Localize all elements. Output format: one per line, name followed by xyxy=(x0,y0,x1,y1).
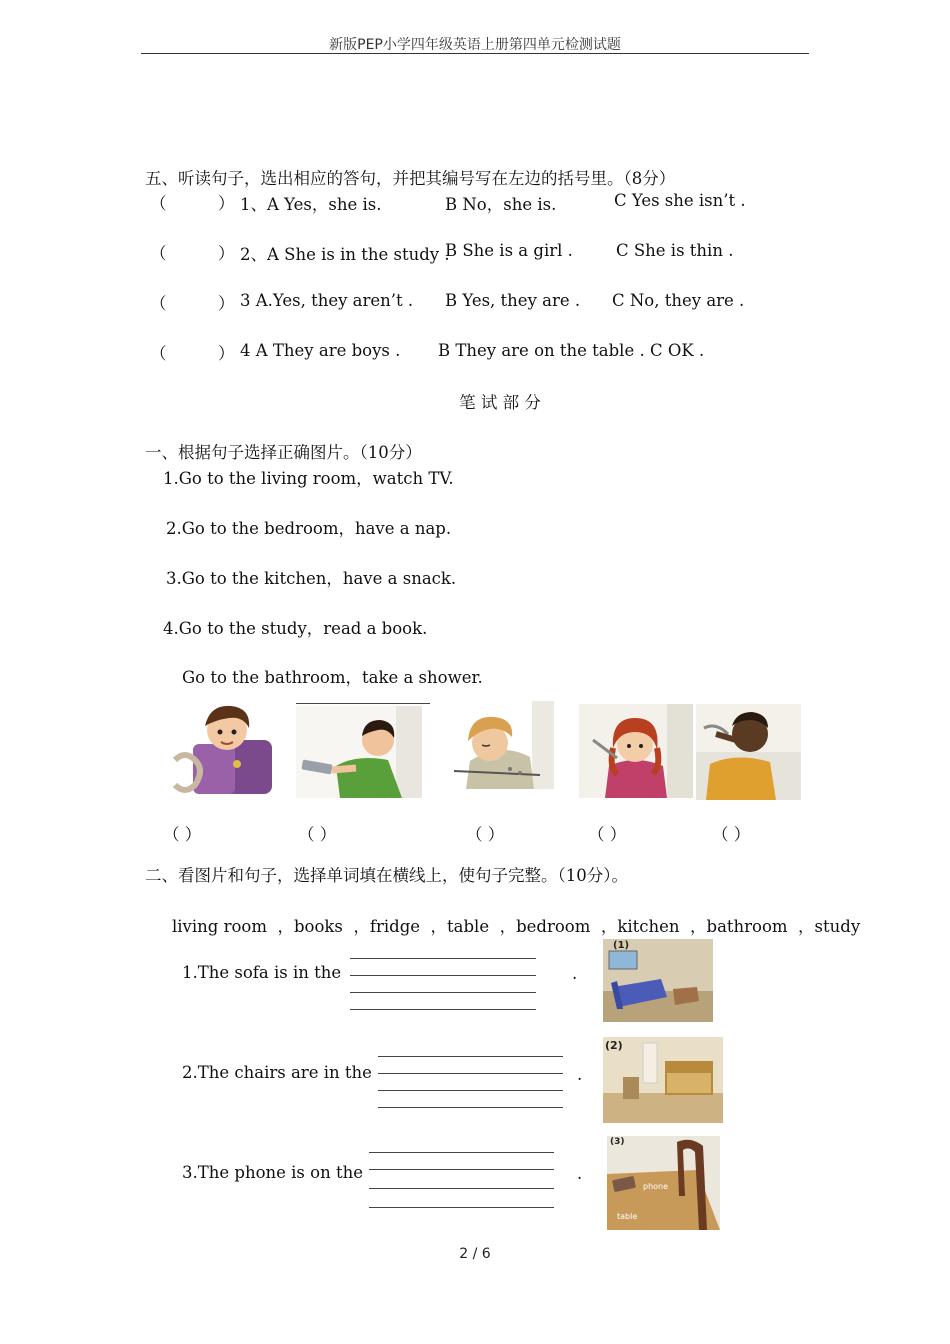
answer-line[interactable] xyxy=(378,1073,563,1074)
picture-boy-towel xyxy=(165,700,278,798)
sentence-4: 4.Go to the study，read a book. xyxy=(163,619,428,638)
option-a: 4 A They are boys . xyxy=(240,341,401,360)
answer-line[interactable] xyxy=(369,1188,554,1189)
sentence-5: Go to the bathroom，take a shower. xyxy=(182,668,483,687)
option-b: B Yes, they are . xyxy=(445,291,581,310)
answer-slot-5[interactable]: （ ） xyxy=(712,825,751,844)
sentence-1: 1.Go to the living room，watch TV. xyxy=(163,469,454,488)
living-room-drawing xyxy=(603,939,713,1022)
underline xyxy=(296,703,430,704)
written-part-title: 笔 试 部 分 xyxy=(459,393,541,412)
answer-line[interactable] xyxy=(369,1169,554,1170)
picture-bedroom xyxy=(603,1037,723,1123)
answer-line[interactable] xyxy=(350,992,536,993)
option-a: 2、A She is in the study . xyxy=(240,245,450,264)
fill-sentence-1: 1.The sofa is in the xyxy=(182,963,342,982)
answer-slot-4[interactable]: （ ） xyxy=(588,825,627,844)
answer-paren-close: ） xyxy=(218,194,235,213)
fill-sentence-2: 2.The chairs are in the xyxy=(182,1063,372,1082)
answer-line[interactable] xyxy=(350,975,536,976)
option-c: C Yes she isn’t . xyxy=(614,191,746,210)
option-a: 1、A Yes，she is. xyxy=(240,195,382,214)
answer-line[interactable] xyxy=(350,958,536,959)
picture-boy-remote xyxy=(296,706,422,798)
option-b: B No，she is. xyxy=(445,195,557,214)
option-c: C She is thin . xyxy=(616,241,734,260)
sentence-end-period: . xyxy=(577,1164,583,1183)
picture-living-room xyxy=(603,939,713,1022)
header-rule xyxy=(141,53,809,54)
answer-paren-open: （ xyxy=(150,294,167,313)
fill-sentence-3: 3.The phone is on the xyxy=(182,1163,363,1182)
picture-boy-drinking xyxy=(696,704,801,800)
answer-paren-open: （ xyxy=(150,194,167,213)
picture-girl-brush xyxy=(579,704,693,798)
answer-paren-close: ） xyxy=(218,294,235,313)
picture-tag-1: (1) xyxy=(613,940,630,951)
answer-paren-open: （ xyxy=(150,244,167,263)
sentence-end-period: . xyxy=(577,1065,583,1084)
answer-paren-close: ） xyxy=(218,244,235,263)
sentence-3: 3.Go to the kitchen，have a snack. xyxy=(166,569,457,588)
answer-line[interactable] xyxy=(378,1107,563,1108)
section5-title: 五、听读句子，选出相应的答句，并把其编号写在左边的括号里。（8分） xyxy=(145,169,676,188)
answer-line[interactable] xyxy=(369,1152,554,1153)
picture-tag-2: (2) xyxy=(605,1039,623,1052)
answer-line[interactable] xyxy=(378,1056,563,1057)
answer-line[interactable] xyxy=(378,1090,563,1091)
page-header: 新版PEP小学四年级英语上册第四单元检测试题 xyxy=(329,37,621,53)
picture-girl-sleeping xyxy=(450,701,554,789)
option-a: 3 A.Yes, they aren’t . xyxy=(240,291,414,310)
word-bank: living room ，books ，fridge ，table ，bedroom ，kitchen ，bathroom ，study xyxy=(172,917,861,936)
answer-line[interactable] xyxy=(350,1009,536,1010)
picture-tag-3: (3) xyxy=(610,1137,625,1147)
sentence-2: 2.Go to the bedroom，have a nap. xyxy=(166,519,452,538)
sentence-end-period: . xyxy=(572,964,578,983)
option-c: C OK . xyxy=(650,341,705,360)
answer-line[interactable] xyxy=(369,1207,554,1208)
answer-slot-1[interactable]: （ ） xyxy=(163,825,202,844)
label-phone: phone xyxy=(643,1182,669,1191)
label-table: table xyxy=(617,1212,638,1221)
section1-title: 一、根据句子选择正确图片。（10分） xyxy=(145,443,422,462)
option-b: B She is a girl . xyxy=(445,241,573,260)
answer-slot-2[interactable]: （ ） xyxy=(298,825,337,844)
answer-paren-close: ） xyxy=(218,344,235,363)
page-number: 2 / 6 xyxy=(459,1246,491,1262)
picture-table-phone xyxy=(607,1136,720,1230)
option-c: C No, they are . xyxy=(612,291,745,310)
answer-paren-open: （ xyxy=(150,344,167,363)
section2-title: 二、看图片和句子，选择单词填在横线上，使句子完整。（10分）。 xyxy=(145,866,628,885)
option-b: B They are on the table . xyxy=(438,341,645,360)
answer-slot-3[interactable]: （ ） xyxy=(466,825,505,844)
